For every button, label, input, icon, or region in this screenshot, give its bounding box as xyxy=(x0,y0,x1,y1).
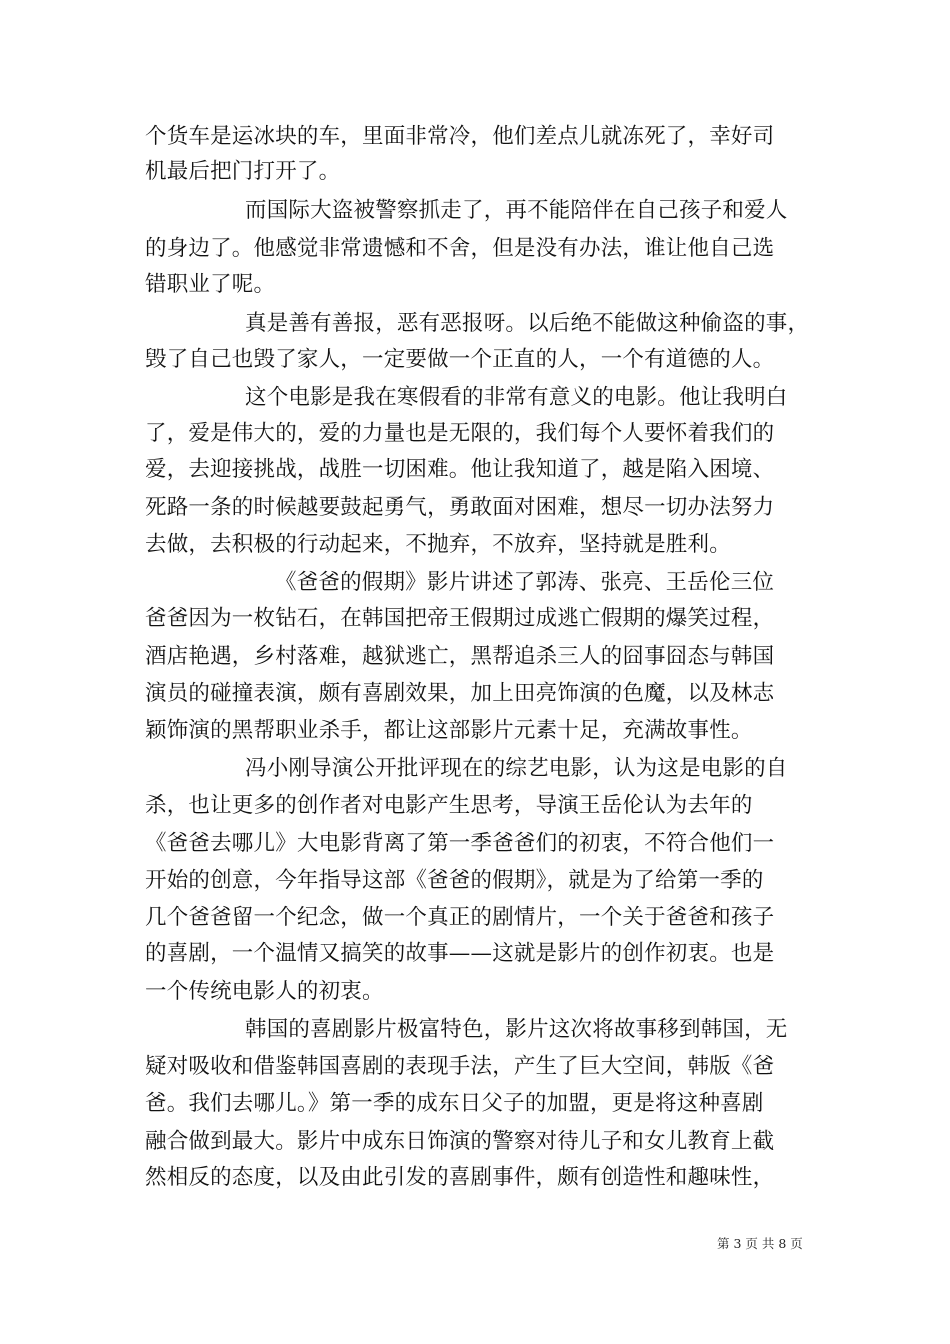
text-line: 开始的创意，今年指导这部《爸爸的假期》，就是为了给第一季的 xyxy=(145,868,764,893)
text-line: 爸。我们去哪儿。》第一季的成东日父子的加盟，更是将这种喜剧 xyxy=(145,1091,764,1116)
text-line: 的喜剧，一个温情又搞笑的故事——这就是影片的创作初衷。也是 xyxy=(145,941,775,966)
text-line: 毁了自己也毁了家人，一定要做一个正直的人，一个有道德的人。 xyxy=(145,347,775,372)
text-line: 演员的碰撞表演，颇有喜剧效果，加上田亮饰演的色魔，以及林志 xyxy=(145,681,775,706)
text-line: 酒店艳遇，乡村落难，越狱逃亡，黑帮追杀三人的囧事囧态与韩国 xyxy=(145,644,775,669)
page-number-footer: 第 3 页 共 8 页 xyxy=(717,1236,803,1251)
text-line: 爱，去迎接挑战，战胜一切困难。他让我知道了，越是陷入困境、 xyxy=(145,457,775,482)
text-line: 真是善有善报，恶有恶报呀。以后绝不能做这种偷盗的事， xyxy=(245,311,810,336)
text-line: 杀，也让更多的创作者对电影产生思考，导演王岳伦认为去年的 xyxy=(145,793,753,818)
text-line: 《爸爸去哪儿》大电影背离了第一季爸爸们的初衷，不符合他们一 xyxy=(145,831,775,856)
text-line: 而国际大盗被警察抓走了，再不能陪伴在自己孩子和爱人 xyxy=(245,198,788,223)
text-line: 错职业了呢。 xyxy=(145,272,276,297)
text-line: 《爸爸的假期》影片讲述了郭涛、张亮、王岳伦三位 xyxy=(275,570,775,595)
text-line: 这个电影是我在寒假看的非常有意义的电影。他让我明白 xyxy=(245,385,788,410)
text-line: 韩国的喜剧影片极富特色，影片这次将故事移到韩国，无 xyxy=(245,1017,788,1042)
text-line: 然相反的态度，以及由此引发的喜剧事件，颇有创造性和趣味性， xyxy=(145,1165,775,1190)
text-line: 去做，去积极的行动起来，不抛弃，不放弃，坚持就是胜利。 xyxy=(145,532,731,557)
text-line: 融合做到最大。影片中成东日饰演的警察对待儿子和女儿教育上截 xyxy=(145,1129,775,1154)
text-line: 了，爱是伟大的，爱的力量也是无限的，我们每个人要怀着我们的 xyxy=(145,421,775,446)
text-line: 死路一条的时候越要鼓起勇气，勇敢面对困难，想尽一切办法努力 xyxy=(145,495,775,520)
text-line: 颖饰演的黑帮职业杀手，都让这部影片元素十足，充满故事性。 xyxy=(145,718,753,743)
text-line: 个货车是运冰块的车，里面非常冷，他们差点儿就冻死了，幸好司 xyxy=(145,124,775,149)
text-line: 机最后把门打开了。 xyxy=(145,159,341,184)
text-line: 爸爸因为一枚钻石，在韩国把帝王假期过成逃亡假期的爆笑过程， xyxy=(145,606,775,631)
text-line: 疑对吸收和借鉴韩国喜剧的表现手法，产生了巨大空间，韩版《爸 xyxy=(145,1054,775,1079)
text-line: 几个爸爸留一个纪念，做一个真正的剧情片，一个关于爸爸和孩子 xyxy=(145,905,775,930)
text-line: 一个传统电影人的初衷。 xyxy=(145,979,384,1004)
text-line: 冯小刚导演公开批评现在的综艺电影，认为这是电影的自 xyxy=(245,756,788,781)
text-line: 的身边了。他感觉非常遗憾和不舍，但是没有办法，谁让他自己选 xyxy=(145,236,775,261)
